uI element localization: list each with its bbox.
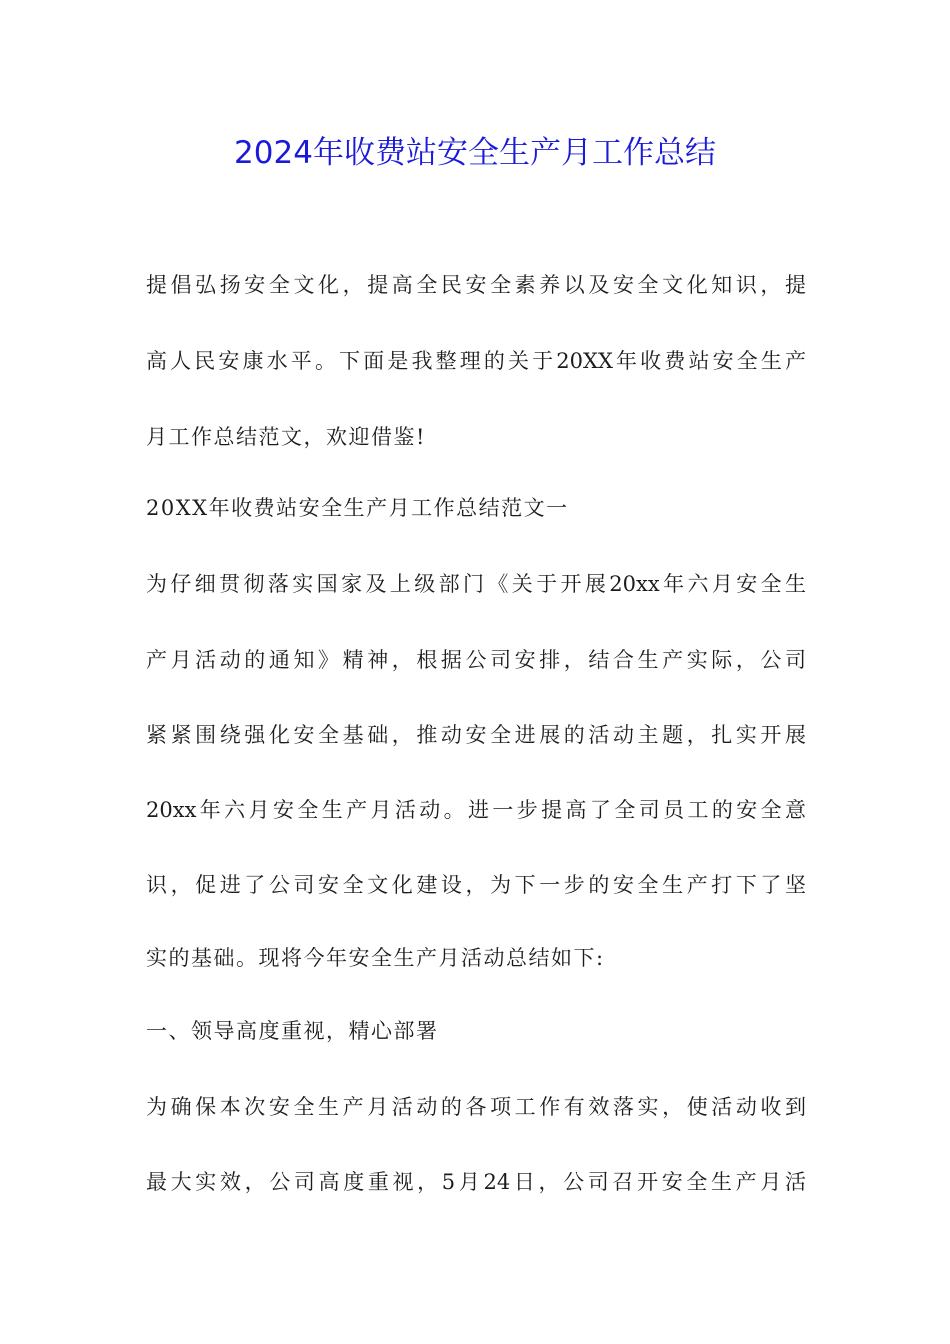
- section-heading: 20XX年收费站安全生产月工作总结范文一: [146, 496, 569, 520]
- section-heading: 一、领导高度重视，精心部署: [146, 1019, 439, 1043]
- paragraph-line: 20xx年六月安全生产月活动。进一步提高了全司员工的安全意: [146, 798, 806, 822]
- document-title: 2024年收费站安全生产月工作总结: [234, 135, 716, 171]
- paragraph-line: 高人民安康水平。下面是我整理的关于20XX年收费站安全生产: [146, 349, 806, 373]
- paragraph-line: 识，促进了公司安全文化建设，为下一步的安全生产打下了坚: [146, 873, 806, 897]
- paragraph-line: 月工作总结范文，欢迎借鉴!: [146, 425, 426, 449]
- paragraph-line: 实的基础。现将今年安全生产月活动总结如下:: [146, 946, 605, 970]
- paragraph-line: 为确保本次安全生产月活动的各项工作有效落实，使活动收到: [146, 1095, 806, 1119]
- paragraph-line: 最大实效，公司高度重视，5月24日，公司召开安全生产月活: [146, 1170, 806, 1194]
- paragraph-line: 提倡弘扬安全文化，提高全民安全素养以及安全文化知识，提: [146, 273, 806, 297]
- paragraph-line: 为仔细贯彻落实国家及上级部门《关于开展20xx年六月安全生: [146, 572, 806, 596]
- paragraph-line: 紧紧围绕强化安全基础，推动安全进展的活动主题，扎实开展: [146, 723, 806, 747]
- paragraph-line: 产月活动的通知》精神，根据公司安排，结合生产实际，公司: [146, 648, 806, 672]
